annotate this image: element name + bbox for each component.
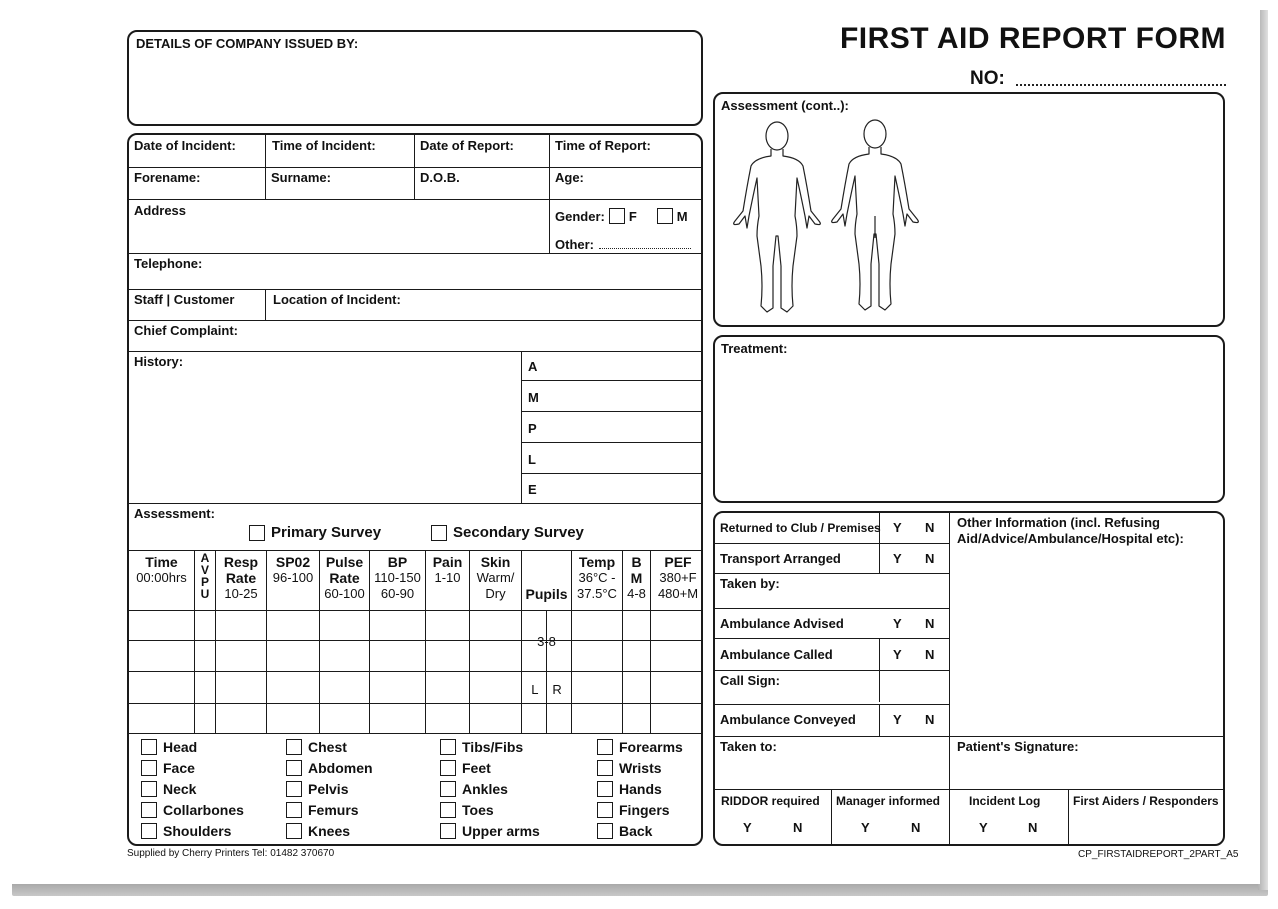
ample-l-label: L <box>528 452 536 467</box>
checkbox[interactable] <box>440 739 456 755</box>
address-label: Address <box>134 203 187 218</box>
amb-called-label: Ambulance Called <box>720 647 833 662</box>
company-details-box[interactable] <box>127 30 703 126</box>
returned-yes[interactable]: Y <box>893 520 902 535</box>
riddor-yes[interactable]: Y <box>743 820 752 835</box>
vital-bp-header: BP 110-150 60-90 <box>374 554 421 601</box>
gender-row <box>555 208 688 224</box>
history-label: History: <box>134 354 184 369</box>
primary-survey-checkbox[interactable] <box>249 525 265 541</box>
body-part-face[interactable]: Face <box>141 760 195 776</box>
patient-details-box <box>127 133 703 846</box>
checkbox[interactable] <box>597 802 613 818</box>
company-details-label: DETAILS OF COMPANY ISSUED BY: <box>136 36 359 51</box>
location-label: Location of Incident: <box>273 292 401 307</box>
body-part-neck[interactable]: Neck <box>141 781 196 797</box>
vital-pef-header: PEF 380+F 480+M <box>657 554 699 601</box>
amb-advised-no[interactable]: N <box>925 616 935 631</box>
first-aiders-label: First Aiders / Responders <box>1073 794 1219 808</box>
transport-no[interactable]: N <box>925 551 935 566</box>
body-part-feet[interactable]: Feet <box>440 760 491 776</box>
ample-m-label: M <box>528 390 539 405</box>
incident-log-label: Incident Log <box>969 794 1041 808</box>
amb-conveyed-no[interactable]: N <box>925 712 935 727</box>
checkbox[interactable] <box>440 802 456 818</box>
time-of-report-label: Time of Report: <box>555 138 651 153</box>
checkbox[interactable] <box>286 823 302 839</box>
manager-yes[interactable]: Y <box>861 820 870 835</box>
gender-m-label: M <box>676 208 688 224</box>
body-part-femurs[interactable]: Femurs <box>286 802 359 818</box>
body-part-ankles[interactable]: Ankles <box>440 781 508 797</box>
body-part-chest[interactable]: Chest <box>286 739 347 755</box>
form-code-footer: CP_FIRSTAIDREPORT_2PART_A5 <box>1078 849 1239 860</box>
form-number-label: NO: <box>970 68 1005 89</box>
gender-label: Gender: <box>555 208 605 224</box>
vitals-row-4[interactable] <box>129 704 703 733</box>
vitals-row-1[interactable] <box>129 611 703 640</box>
manager-label: Manager informed <box>836 794 941 808</box>
riddor-no[interactable]: N <box>793 820 803 835</box>
body-part-abdomen[interactable]: Abdomen <box>286 760 373 776</box>
call-sign-label: Call Sign: <box>720 673 780 688</box>
chief-complaint-label: Chief Complaint: <box>134 323 238 338</box>
other-info-label: Other Information (incl. Refusing Aid/Advice/Ambulance/Hospital etc): <box>957 515 1184 546</box>
surname-label: Surname: <box>271 170 331 185</box>
forename-label: Forename: <box>134 170 201 185</box>
vital-resp-header: Resp Rate 10-25 <box>223 554 259 601</box>
ample-a-label: A <box>528 359 538 374</box>
body-part-shoulders[interactable]: Shoulders <box>141 823 231 839</box>
checkbox[interactable] <box>141 760 157 776</box>
gender-f-checkbox[interactable] <box>609 208 625 224</box>
body-part-head[interactable]: Head <box>141 739 197 755</box>
vital-avpu-header: A V P U <box>200 551 210 601</box>
vital-pain-header: Pain 1-10 <box>432 554 463 585</box>
checkbox[interactable] <box>597 739 613 755</box>
vital-spo2-header: SP02 96-100 <box>272 554 314 585</box>
body-part-knees[interactable]: Knees <box>286 823 350 839</box>
body-part-upper-arms[interactable]: Upper arms <box>440 823 540 839</box>
gender-f-label: F <box>628 208 637 224</box>
gender-other-field[interactable] <box>599 248 691 249</box>
assessment-cont-label: Assessment (cont..): <box>721 98 849 113</box>
returned-label: Returned to Club / Premises <box>720 521 881 535</box>
treatment-box[interactable] <box>713 335 1225 503</box>
gender-other-label: Other: <box>555 237 594 252</box>
ample-p-label: P <box>528 421 537 436</box>
amb-called-yes[interactable]: Y <box>893 647 902 662</box>
checkbox[interactable] <box>141 739 157 755</box>
checkbox[interactable] <box>286 802 302 818</box>
vital-pulse-header: Pulse Rate 60-100 <box>324 554 365 601</box>
body-part-pelvis[interactable]: Pelvis <box>286 781 348 797</box>
checkbox[interactable] <box>597 823 613 839</box>
checkbox[interactable] <box>597 781 613 797</box>
patient-signature-label: Patient's Signature: <box>957 739 1079 754</box>
assessment-cont-box[interactable] <box>713 92 1225 327</box>
primary-survey-label: Primary Survey <box>271 524 382 541</box>
outcome-box <box>713 511 1225 846</box>
gender-m-checkbox[interactable] <box>657 208 673 224</box>
primary-survey-option[interactable] <box>249 524 381 541</box>
checkbox[interactable] <box>286 739 302 755</box>
staff-customer-label: Staff | Customer <box>134 292 235 307</box>
checkbox[interactable] <box>286 760 302 776</box>
amb-called-no[interactable]: N <box>925 647 935 662</box>
vitals-row-2[interactable] <box>129 641 703 671</box>
assessment-label: Assessment: <box>134 506 215 521</box>
checkbox[interactable] <box>440 823 456 839</box>
body-part-wrists[interactable]: Wrists <box>597 760 662 776</box>
vital-bm-header: B M 4-8 <box>627 554 646 601</box>
vital-time-header: Time 00:00hrs <box>136 554 187 585</box>
body-part-back[interactable]: Back <box>597 823 652 839</box>
vital-pupils-header: Pupils 3-8 L R <box>525 586 568 697</box>
form-number-field[interactable] <box>1016 84 1226 86</box>
checkbox[interactable] <box>141 802 157 818</box>
age-label: Age: <box>555 170 584 185</box>
time-of-incident-label: Time of Incident: <box>272 138 376 153</box>
amb-conveyed-yes[interactable]: Y <box>893 712 902 727</box>
taken-to-label: Taken to: <box>720 739 777 754</box>
checkbox[interactable] <box>141 781 157 797</box>
dob-label: D.O.B. <box>420 170 460 185</box>
vitals-row-3[interactable] <box>129 672 703 703</box>
vital-temp-header: Temp 36°C - 37.5°C <box>577 554 617 601</box>
secondary-survey-label: Secondary Survey <box>453 524 584 541</box>
body-part-collarbones[interactable]: Collarbones <box>141 802 244 818</box>
amb-conveyed-label: Ambulance Conveyed <box>720 712 856 727</box>
supplier-footer: Supplied by Cherry Printers Tel: 01482 370670 <box>127 848 335 859</box>
riddor-label: RIDDOR required <box>721 794 820 808</box>
checkbox[interactable] <box>440 760 456 776</box>
manager-no[interactable]: N <box>911 820 921 835</box>
telephone-label: Telephone: <box>134 256 203 271</box>
form-title: FIRST AID REPORT FORM <box>839 22 1226 55</box>
checkbox[interactable] <box>440 781 456 797</box>
taken-by-label: Taken by: <box>720 576 780 591</box>
body-part-toes[interactable]: Toes <box>440 802 494 818</box>
checkbox[interactable] <box>141 823 157 839</box>
checkbox[interactable] <box>597 760 613 776</box>
checkbox[interactable] <box>286 781 302 797</box>
treatment-label: Treatment: <box>721 341 788 356</box>
body-part-fingers[interactable]: Fingers <box>597 802 670 818</box>
secondary-survey-option[interactable] <box>431 524 584 541</box>
amb-advised-yes[interactable]: Y <box>893 616 902 631</box>
ample-e-label: E <box>528 482 537 497</box>
secondary-survey-checkbox[interactable] <box>431 525 447 541</box>
returned-no[interactable]: N <box>925 520 935 535</box>
transport-yes[interactable]: Y <box>893 551 902 566</box>
vital-skin-header: Skin Warm/ Dry <box>476 554 515 601</box>
incident-log-no[interactable]: N <box>1028 820 1038 835</box>
body-part-hands[interactable]: Hands <box>597 781 662 797</box>
transport-label: Transport Arranged <box>720 551 841 566</box>
body-part-tibs-fibs[interactable]: Tibs/Fibs <box>440 739 523 755</box>
body-diagram-icon <box>725 116 950 321</box>
incident-log-yes[interactable]: Y <box>979 820 988 835</box>
body-part-forearms[interactable]: Forearms <box>597 739 683 755</box>
date-of-report-label: Date of Report: <box>420 138 514 153</box>
amb-advised-label: Ambulance Advised <box>720 616 844 631</box>
date-of-incident-label: Date of Incident: <box>134 138 236 153</box>
